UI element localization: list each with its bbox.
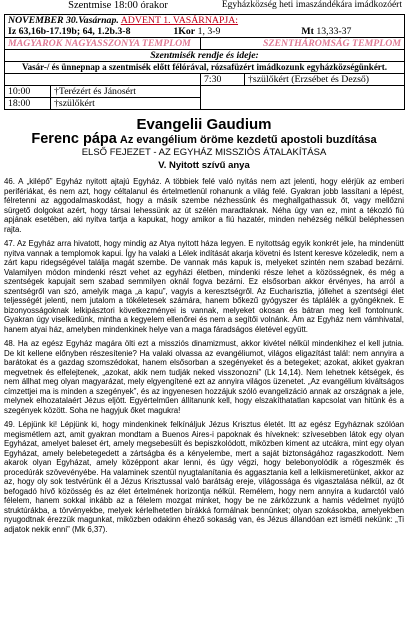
paragraph-46: 46. A „kilépő” Egyház nyitott ajtajú Egyház. A többiek felé való nyitás nem azt jelenti, hogy elérjük az emberi perifériákat, és nem azt, hogy céltalanul és értelmetlenül rohanunk a világ felé. Gyakran jobb lassítani a lépést, félretenni az aggodalmaskodást, hogy a másik szembe nézhessünk és meghallgathassuk őt, vagy mellőzni sürgető dolgokat azért, hogy társai lehessünk az út szélén maradtaknak. Néha úgy van ez, mint a tékozló fiú apjának esetében, aki nyitva tartja a kapukat, hogy amikor a fiú hazatér, minden nehézség nélkül beléphessen rajta. (4, 177, 404, 234)
document-byline (4, 133, 404, 147)
top-line (4, 0, 404, 14)
churches-row (5, 38, 405, 50)
reading-first: Iz 63,16b-17.19b; 64, 1.2b.3-8 (8, 26, 131, 37)
bulletin-name: Egyházközség heti imaszándékára imádkozóért (221, 0, 402, 10)
document-title: Evangelii Gaudium (136, 116, 272, 133)
document-author: Ferenc pápa (31, 131, 117, 147)
paragraph-47: 47. Az Egyház arra hivatott, hogy mindig az Atya nyitott háza legyen. E nyitottság egyik konkrét jele, ha mindenütt nyitva vannak a templomok kapui. Így ha valaki a Lélek indítását akarja követni és Istent keresve közeledik, nem a zárt kapu ridegségével találja magát szembe. De vannak más kapuk is, melyeket szintén nem szabad bezárni. Valamilyen módon mindenki részt vehet az egyházi életben, mindenki része lehet a közösségnek, és még a szentségek kapujait sem szabad semmilyen oknál fogva bezárni. Ez elsősorban akkor érvényes, ha arról a szentségről van szó, amelyik maga „a kapu”, vagyis a keresztségről. Az Eucharisztia, jóllehet a szentségi élet teljességét jelenti, nem jutalom a tökéletesek számára, hanem bőkezű gyógyszer és táplálék a gyöngéknek. E bizonyosságoknak lelkipásztori következményei is vannak, melyeket okosan és bátran meg kell fontolnunk. Gyakran úgy viselkedünk, mintha a kegyelem ellenőrei és nem a segítői volnánk. Ám az Egyház nem vámhivatal, hanem atyai ház, amelyben mindenkinek helye van a maga fáradságos életével együtt. (4, 239, 404, 334)
schedule-time-1: 7:30 (201, 74, 245, 86)
schedule-row-1 (5, 74, 405, 86)
chapter-title: ELSŐ FEJEZET - AZ EGYHÁZ MISSZIÓS ÁTALAKÍTÁSA (81, 147, 327, 158)
mass-time-heading: Szentmise 18:00 órakor (68, 0, 168, 11)
reading-second-ref: 1, 3-9 (197, 26, 221, 37)
gospel-ref: 13,33-37 (316, 26, 352, 37)
mass-schedule-table (4, 14, 405, 110)
schedule-intention-3: †szülőkért (51, 98, 201, 110)
section-title-row (5, 50, 405, 62)
schedule-row-3 (5, 98, 405, 110)
document-title-block (4, 116, 404, 171)
schedule-time-2: 10:00 (5, 86, 51, 98)
section-heading: V. Nyitott szívű anya (158, 160, 250, 171)
paragraph-49: 49. Lépjünk ki! Lépjünk ki, hogy mindenkinek felkínáljuk Jézus Krisztus életét. Itt az egész Egyháznak szólóan megismétlem azt, amit gyakran mondtam a Buenos Aires-i papoknak és híveknek: szívesebben látok egy olyan Egyházat, amelyet baleset ért, amely megsebesült és bepiszkolódott, miközben kiment az utcákra, mint egy olyan Egyházat, amely belebetegedett a zártságba és a kényelembe, mert a saját biztonságához ragaszkodott. Nem akarok olyan Egyházat, amely középpont akar lenni, és úgy végzi, hogy belebonyolódik a rögeszmék és procedúrák szövevényébe. Ha valaminek szentül nyugtalanítania és aggasztania kell a lelkiismeretünket, akkor az az, hogy oly sok testvérünk él a Jézus Krisztussal való barátság ereje, világossága és vigasztalása nélkül, az őt befogadó hívő közösség és az élet értelmének horizontja nélkül. Remélem, hogy nem annyira a kudarctól való félelem, hanem sokkal inkább az a félelem mozgat minket, hogy be ne zárkózzunk a hamis védelmet nyújtó struktúrákba, a törvényekbe, melyek kérlelhetetlen bírákká formálnak bennünket; olyan szokásokba, amelyekben nyugodtnak érezzük magunkat, miközben odakinn éhező sokaság van, és Jézus állandóan ezt ismétli nekünk: „Ti adjatok nekik enni” (Mk 6,37). (4, 420, 404, 534)
gospel-book: Mt (301, 26, 314, 37)
document-body (4, 177, 404, 534)
schedule-time-3: 18:00 (5, 98, 51, 110)
document-subtitle: Az evangélium öröme kezdetű apostoli buzdítása (119, 134, 377, 146)
church-right: SZENTHÁROMSÁG TEMPLOM (201, 38, 405, 50)
paragraph-48: 48. Ha az egész Egyház magára ölti ezt a missziós dinamizmust, akkor kivétel nélkül mindenkihez el kell jutnia. De kit kellene előnyben részesítenie? Ha valaki olvassa az evangéliumot, világos eligazítást talál: nem annyira a barátokat és a gazdag szomszédokat, hanem elsősorban a szegényeket és a betegeket; azokat, akiket gyakran megvetnek és elfelejtenek, „azokat, akik nem tudják neked visszonozni” (Lk 14,14). Nem lehetnek kétségek, és nem állhat meg olyan magyarázat, mely elgyengítené ezt az annyira világos üzenetet. „Az evangélium kiváltságos címzettjei ma is minden a szegények”, és az ingyenesen hozzájuk szóló evangelizáció annak az országnak a jele, melynek elhozatalaért Jézus eljött. Egyértelműen állítanunk kell, hogy elszakíthatatlan kapcsolat van hitünk és a szegények között. Soha ne hagyjuk őket magukra! (4, 339, 404, 415)
instruction-text: Vasár-/ és ünnepnap a szentmisék előtt félórával, rózsafüzért imádkozunk egyházközségünkért. (5, 62, 405, 74)
schedule-intention-1: †szülőkért (Erzsébet és Dezső) (245, 74, 405, 86)
section-title: Szentmisék rendje és ideje: (5, 50, 405, 62)
feast-label: ADVENT 1. VASÁRNAPJA: (120, 15, 239, 26)
readings-row (5, 26, 405, 38)
schedule-intention-2: †Terézért és Jánosért (51, 86, 201, 98)
church-left: MAGYAROK NAGYASSZONYA TEMPLOM (5, 38, 201, 50)
reading-second-book: 1Kor (173, 26, 196, 37)
schedule-row-2 (5, 86, 405, 98)
date-row (5, 15, 405, 27)
date-label: NOVEMBER 30.Vasárnap. (8, 15, 119, 26)
instruction-row (5, 62, 405, 74)
